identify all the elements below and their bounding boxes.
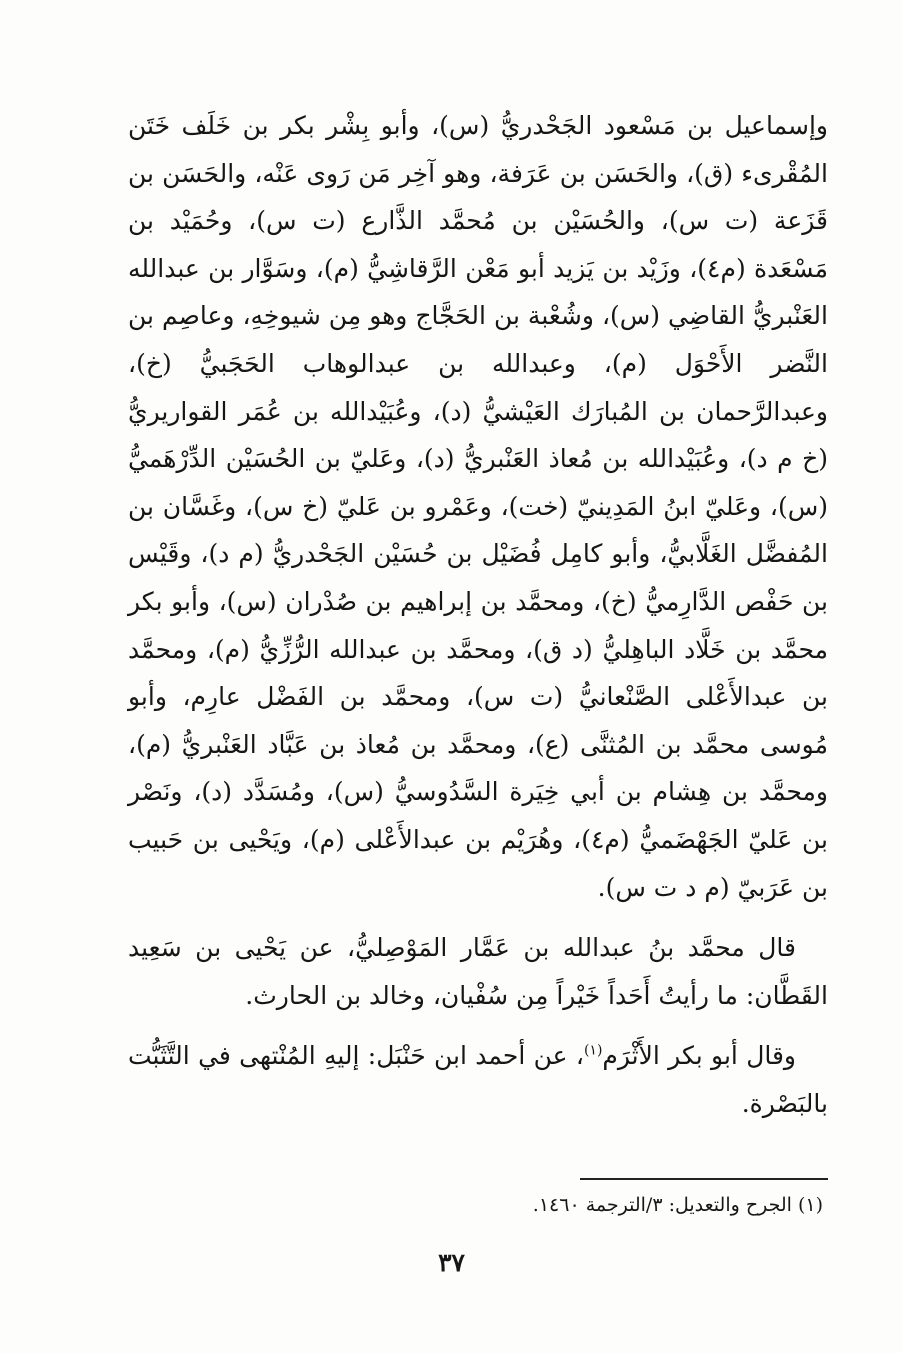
paragraph-qattan-quote: قال محمَّد بنُ عبدالله بن عَمَّار المَوْصِليُّ، عن يَحْيى بن سَعِيد القَطَّان: ما رأيتُ أَحَداً خَيْراً مِن سُفْيان، وخالد بن الحارث. <box>128 933 828 1010</box>
footnote-separator <box>580 1178 828 1180</box>
footnote: (١) الجرح والتعديل: ٣/الترجمة ١٤٦٠. <box>532 1194 823 1216</box>
paragraph-athram-quote-start: وقال أبو بكر الأَثْرَم <box>602 1041 796 1071</box>
footnote-reference[interactable]: (١) <box>583 1042 603 1059</box>
paragraph-athram-quote <box>128 1032 828 1127</box>
main-text <box>128 102 828 1127</box>
page-number: ٣٧ <box>438 1248 465 1277</box>
paragraph-athram-quote-end: ، عن أحمد ابن حَنْبَل: إليهِ المُنْتهى في التَّثَبُّت بالبَصْرة. <box>128 1041 828 1118</box>
paragraph-narrators-list: وإسماعيل بن مَسْعود الجَحْدريُّ (س)، وأبو بِشْر بكر بن خَلَف خَتَن المُقْرىء (ق)، والحَسَن بن عَرَفة، وهو آخِر مَن رَوى عَنْه، والحَسَن بن قَزَعة (ت س)، والحُسَيْن بن مُحمَّد الذَّارع (ت س)، وحُمَيْد بن مَسْعَدة (م٤)، وزَيْد بن يَزيد أبو مَعْن الرَّقاشِيُّ (م)، وسَوَّار بن عبدالله العَنْبريُّ القاضِي (س)، وشُعْبة بن الحَجَّاج وهو مِن شيوخِهِ، وعاصِم بن النَّضر الأَحْوَل (م)، وعبدالله بن عبدالوهاب الحَجَبيُّ (خ)، وعبدالرَّحمان بن المُبارَك العَيْشيُّ (د)، وعُبَيْدالله بن عُمَر القواريريُّ (خ م د)، وعُبَيْدالله بن مُعاذ العَنْبريُّ (د)، وعَليّ بن الحُسَيْن الدِّرْهَميُّ (س)، وعَليّ ابنُ المَدِينيّ (خت)، وعَمْرو بن عَليّ (خ س)، وغَسَّان بن المُفضَّل الغَلَّابيُّ، وأبو كامِل فُضَيْل بن حُسَيْن الجَحْدريُّ (م د)، وقَيْس بن حَفْص الدَّارِميُّ (خ)، ومحمَّد بن إبراهيم بن صُدْران (س)، وأبو بكر محمَّد بن خَلَّاد الباهِليُّ (د ق)، ومحمَّد بن عبدالله الرُّزِّيُّ (م)، ومحمَّد بن عبدالأَعْلى الصَّنْعانيُّ (ت س)، ومحمَّد بن الفَضْل عارِم، وأبو مُوسى محمَّد بن المُثنَّى (ع)، ومحمَّد بن مُعاذ بن عَبَّاد العَنْبريُّ (م)، ومحمَّد بن هِشام بن أبي خِيَرة السَّدُوسيُّ (س)، ومُسَدَّد (د)، ونَصْر بن عَليّ الجَهْضَميُّ (م٤)، وهُرَيْم بن عبدالأَعْلى (م)، ويَحْيى بن حَبيب بن عَرَبيّ (م د ت س). <box>128 111 829 902</box>
